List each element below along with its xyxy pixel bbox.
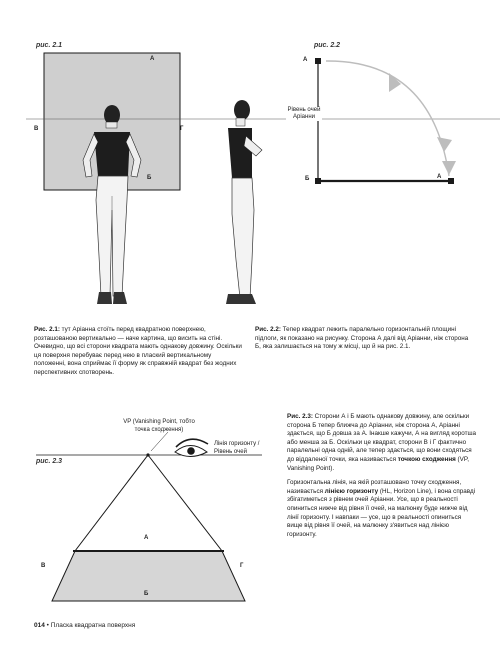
fig-2-1-point-a: А bbox=[150, 56, 155, 62]
fig-2-3-point-g: Г bbox=[240, 563, 244, 569]
fig-2-3-far-region bbox=[75, 455, 222, 551]
vp-label: VP (Vanishing Point, тобто точка сходження) bbox=[123, 419, 195, 433]
fig-2-1-point-v: В bbox=[34, 126, 39, 132]
eye-icon bbox=[175, 439, 208, 456]
fig-2-2-arc-arrow-1 bbox=[389, 73, 401, 92]
section-title: Пласка квадратна поверхня bbox=[50, 622, 136, 629]
fig-2-2-arc-arrow-2 bbox=[437, 137, 452, 152]
fig-2-3-point-b: Б bbox=[144, 591, 149, 597]
vanishing-point bbox=[146, 453, 149, 456]
page-number: 014 bbox=[34, 622, 45, 629]
page-footer bbox=[34, 622, 135, 629]
caption-fig-2-1: Рис. 2.1: тут Аріанна стоїть перед квадратною поверхнею, розташованою вертикально — наче картина, що висить на стіні. Очевидно, що всі сторони квадрата мають однакову довжину. Оскільки ця поверхня перебуває перед нею в плаский вертикальному положенні, вона сприймає її форму як справжній квадрат без жодних перспективних спотворень. bbox=[34, 326, 242, 376]
fig-2-1-point-b: Б bbox=[147, 175, 152, 181]
arianna-side-figure bbox=[226, 100, 262, 304]
horizon-label: Лінія горизонту / Рівень очей bbox=[214, 441, 260, 455]
fig-2-3-point-a: А bbox=[144, 535, 149, 541]
fig-2-1-label: рис. 2.1 bbox=[36, 42, 63, 49]
eye-level-label: Рівень очей Аріанни bbox=[287, 107, 321, 120]
fig-2-3-point-v: В bbox=[41, 563, 46, 569]
fig-2-2-label: рис. 2.2 bbox=[314, 42, 341, 49]
fig-2-3-label: рис. 2.3 bbox=[36, 458, 63, 465]
fig-2-3-near-region bbox=[52, 551, 245, 601]
caption-fig-2-3 bbox=[287, 413, 477, 545]
footer-separator: • bbox=[46, 622, 49, 629]
fig-2-2-rotation-arc bbox=[326, 61, 449, 176]
fig-2-1-point-g: Г bbox=[180, 126, 184, 132]
caption-fig-2-3-p1: Рис. 2.3: Сторони А і Б мають однакову довжину, але оскільки сторона Б тепер ближча до Аріанни, ніж сторона А, Аріанні здається, що Б довша за А. Інакше кажучи, А на вигляд коротша або менша за Б. Оскільки це квадрат, сторони В і Г фактично паралельні одна одній, але тепер здається, що вони сходяться до віддаленої точки, яка називається точкою сходження (VP, Vanishing Point). bbox=[287, 413, 477, 472]
caption-fig-2-3-p2: Горизонтальна лінія, на якій розташовано точку сходження, називається лінією горизонту (HL, Horizon Line), і вона справді збігатиметься з рівнем очей Аріанни. Усе, що в реальності опиниться нижче від рівня її очей, на малюнку буде нижче від лінії горизонту. І навпаки — усе, що в реальності опиниться вище від рівня її очей, на малюнку з'явиться над лінією горизонту. bbox=[287, 479, 476, 538]
caption-fig-2-2: Рис. 2.2: Тепер квадрат лежить паралельно горизонтальній площині підлоги, як показано на рисунку. Сторона А далі від Аріанни, ніж сторона Б, яка залишається на тому ж місці, що й на рис. 2.1. bbox=[255, 326, 469, 351]
fig-2-2-point-a-bottom: А bbox=[437, 174, 442, 180]
fig-2-2-arc-arrow-3 bbox=[442, 161, 456, 175]
fig-2-2-point-a-top: А bbox=[303, 57, 308, 63]
fig-2-2-point-b: Б bbox=[305, 176, 310, 182]
